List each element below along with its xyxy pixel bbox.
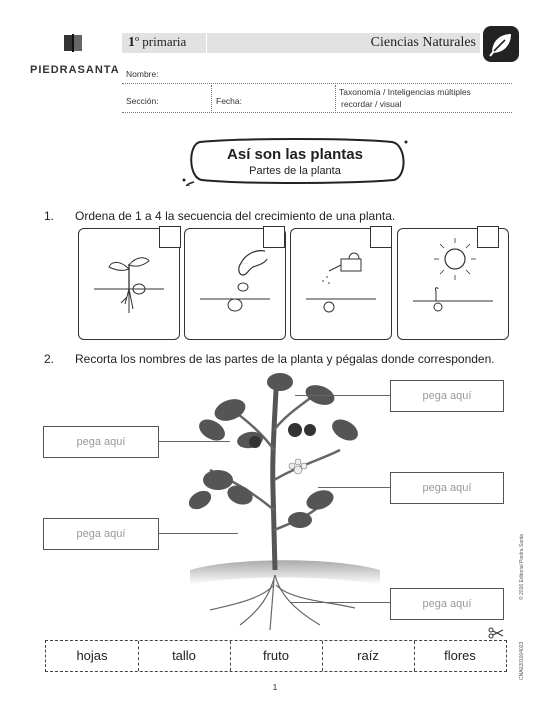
leaf-icon <box>483 26 519 62</box>
cutout-hojas[interactable]: hojas <box>76 648 108 663</box>
question-1-text: Ordena de 1 a 4 la secuencia del crecimiento de una planta. <box>75 209 396 223</box>
name-label: Nombre: <box>126 69 159 79</box>
title-banner <box>180 136 410 186</box>
grade-label: 1º primaria <box>128 34 187 50</box>
publisher-logo: PIEDRASANTA <box>30 64 120 76</box>
worksheet-title: Así son las plantas <box>227 146 363 163</box>
paste-box-1[interactable]: pega aquí <box>390 380 504 412</box>
cutout-flores[interactable]: flores <box>444 648 476 663</box>
paste-box-4[interactable]: pega aquí <box>43 518 159 550</box>
paste-box-3[interactable]: pega aquí <box>390 472 504 504</box>
question-2-number: 2. <box>44 352 55 366</box>
order-checkbox-1[interactable] <box>159 226 181 248</box>
subject-title: Ciencias Naturales <box>370 35 476 50</box>
cutout-strip <box>45 640 507 672</box>
copyright-note: © 2016 Editorial Piedra Santa <box>519 534 525 600</box>
taxonomy-values: recordar / visual <box>341 99 402 109</box>
taxonomy-label: Taxonomía / Inteligencias múltiples <box>339 87 471 97</box>
question-1-number: 1. <box>44 209 55 223</box>
scissors-icon <box>488 627 504 639</box>
date-label: Fecha: <box>216 96 242 106</box>
cutout-raiz[interactable]: raíz <box>357 648 379 663</box>
question-2-text: Recorta los nombres de las partes de la planta y pégalas donde corresponden. <box>75 352 495 366</box>
order-checkbox-2[interactable] <box>263 226 285 248</box>
book-logo-icon <box>62 33 84 55</box>
worksheet-subtitle: Partes de la planta <box>249 165 341 177</box>
cutout-tallo[interactable]: tallo <box>172 648 196 663</box>
paste-box-2[interactable]: pega aquí <box>43 426 159 458</box>
plant-illustration <box>170 370 390 640</box>
order-checkbox-4[interactable] <box>477 226 499 248</box>
paste-box-5[interactable]: pega aquí <box>390 588 504 620</box>
section-label: Sección: <box>126 96 159 106</box>
product-code: CNA0201004023 <box>519 641 525 680</box>
cutout-fruto[interactable]: fruto <box>262 648 289 663</box>
page-number: 1 <box>272 683 278 692</box>
order-checkbox-3[interactable] <box>370 226 392 248</box>
